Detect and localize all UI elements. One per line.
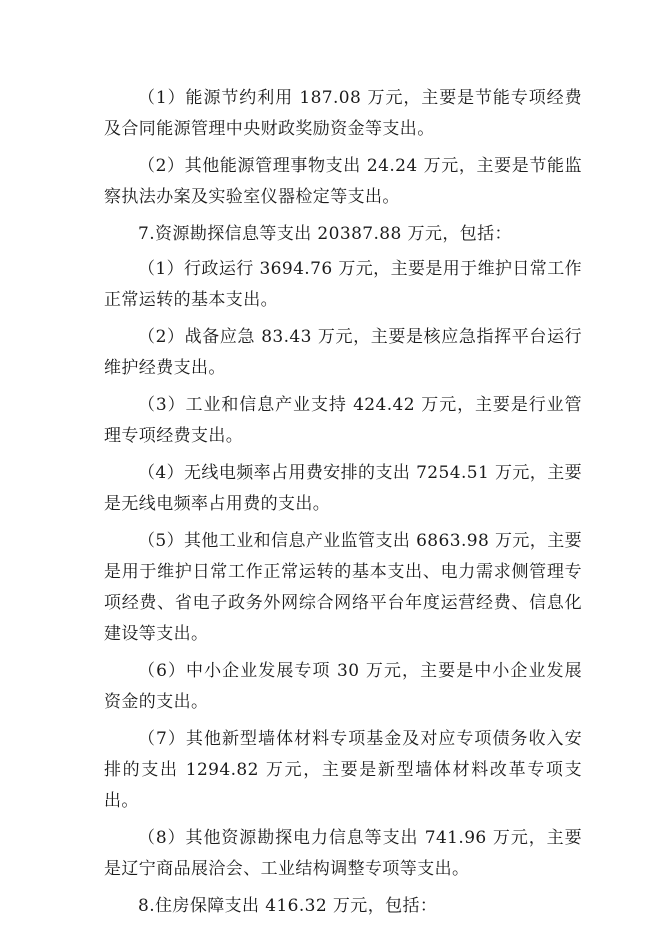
paragraph-new-wall-materials: （7）其他新型墙体材料专项基金及对应专项债务收入安排的支出 1294.82 万元，主要是新型墙体材料改革专项支出。 — [104, 729, 582, 811]
paragraph-emergency-preparedness: （2）战备应急 83.43 万元，主要是核应急指挥平台运行维护经费支出。 — [104, 327, 582, 378]
section-heading-housing-security: 8.住房保障支出 416.32 万元，包括： — [138, 896, 438, 916]
paragraph-industry-information-support: （3）工业和信息产业支持 424.42 万元，主要是行业管理专项经费支出。 — [104, 395, 582, 446]
paragraph-administrative-operation: （1）行政运行 3694.76 万元，主要是用于维护日常工作正常运转的基本支出。 — [104, 259, 582, 310]
paragraph-sme-development: （6）中小企业发展专项 30 万元，主要是中小企业发展资金的支出。 — [104, 661, 582, 712]
document-body — [104, 83, 582, 926]
paragraph-other-resource-exploration: （8）其他资源勘探电力信息等支出 741.96 万元，主要是辽宁商品展洽会、工业结构调整专项等支出。 — [104, 828, 582, 879]
section-heading-resource-exploration: 7.资源勘探信息等支出 20387.88 万元，包括： — [138, 224, 512, 244]
paragraph-energy-saving: （1）能源节约利用 187.08 万元，主要是节能专项经费及合同能源管理中央财政奖励资金等支出。 — [104, 88, 582, 139]
paragraph-radio-frequency-fee: （4）无线电频率占用费安排的支出 7254.51 万元，主要是无线电频率占用费的支出。 — [104, 463, 582, 514]
paragraph-other-industry-supervision: （5）其他工业和信息产业监管支出 6863.98 万元，主要是用于维护日常工作正常运转的基本支出、电力需求侧管理专项经费、省电子政务外网综合网络平台年度运营经费、信息化建设等支出。 — [104, 531, 582, 644]
paragraph-other-energy-management: （2）其他能源管理事物支出 24.24 万元，主要是节能监察执法办案及实验室仪器检定等支出。 — [104, 156, 582, 207]
